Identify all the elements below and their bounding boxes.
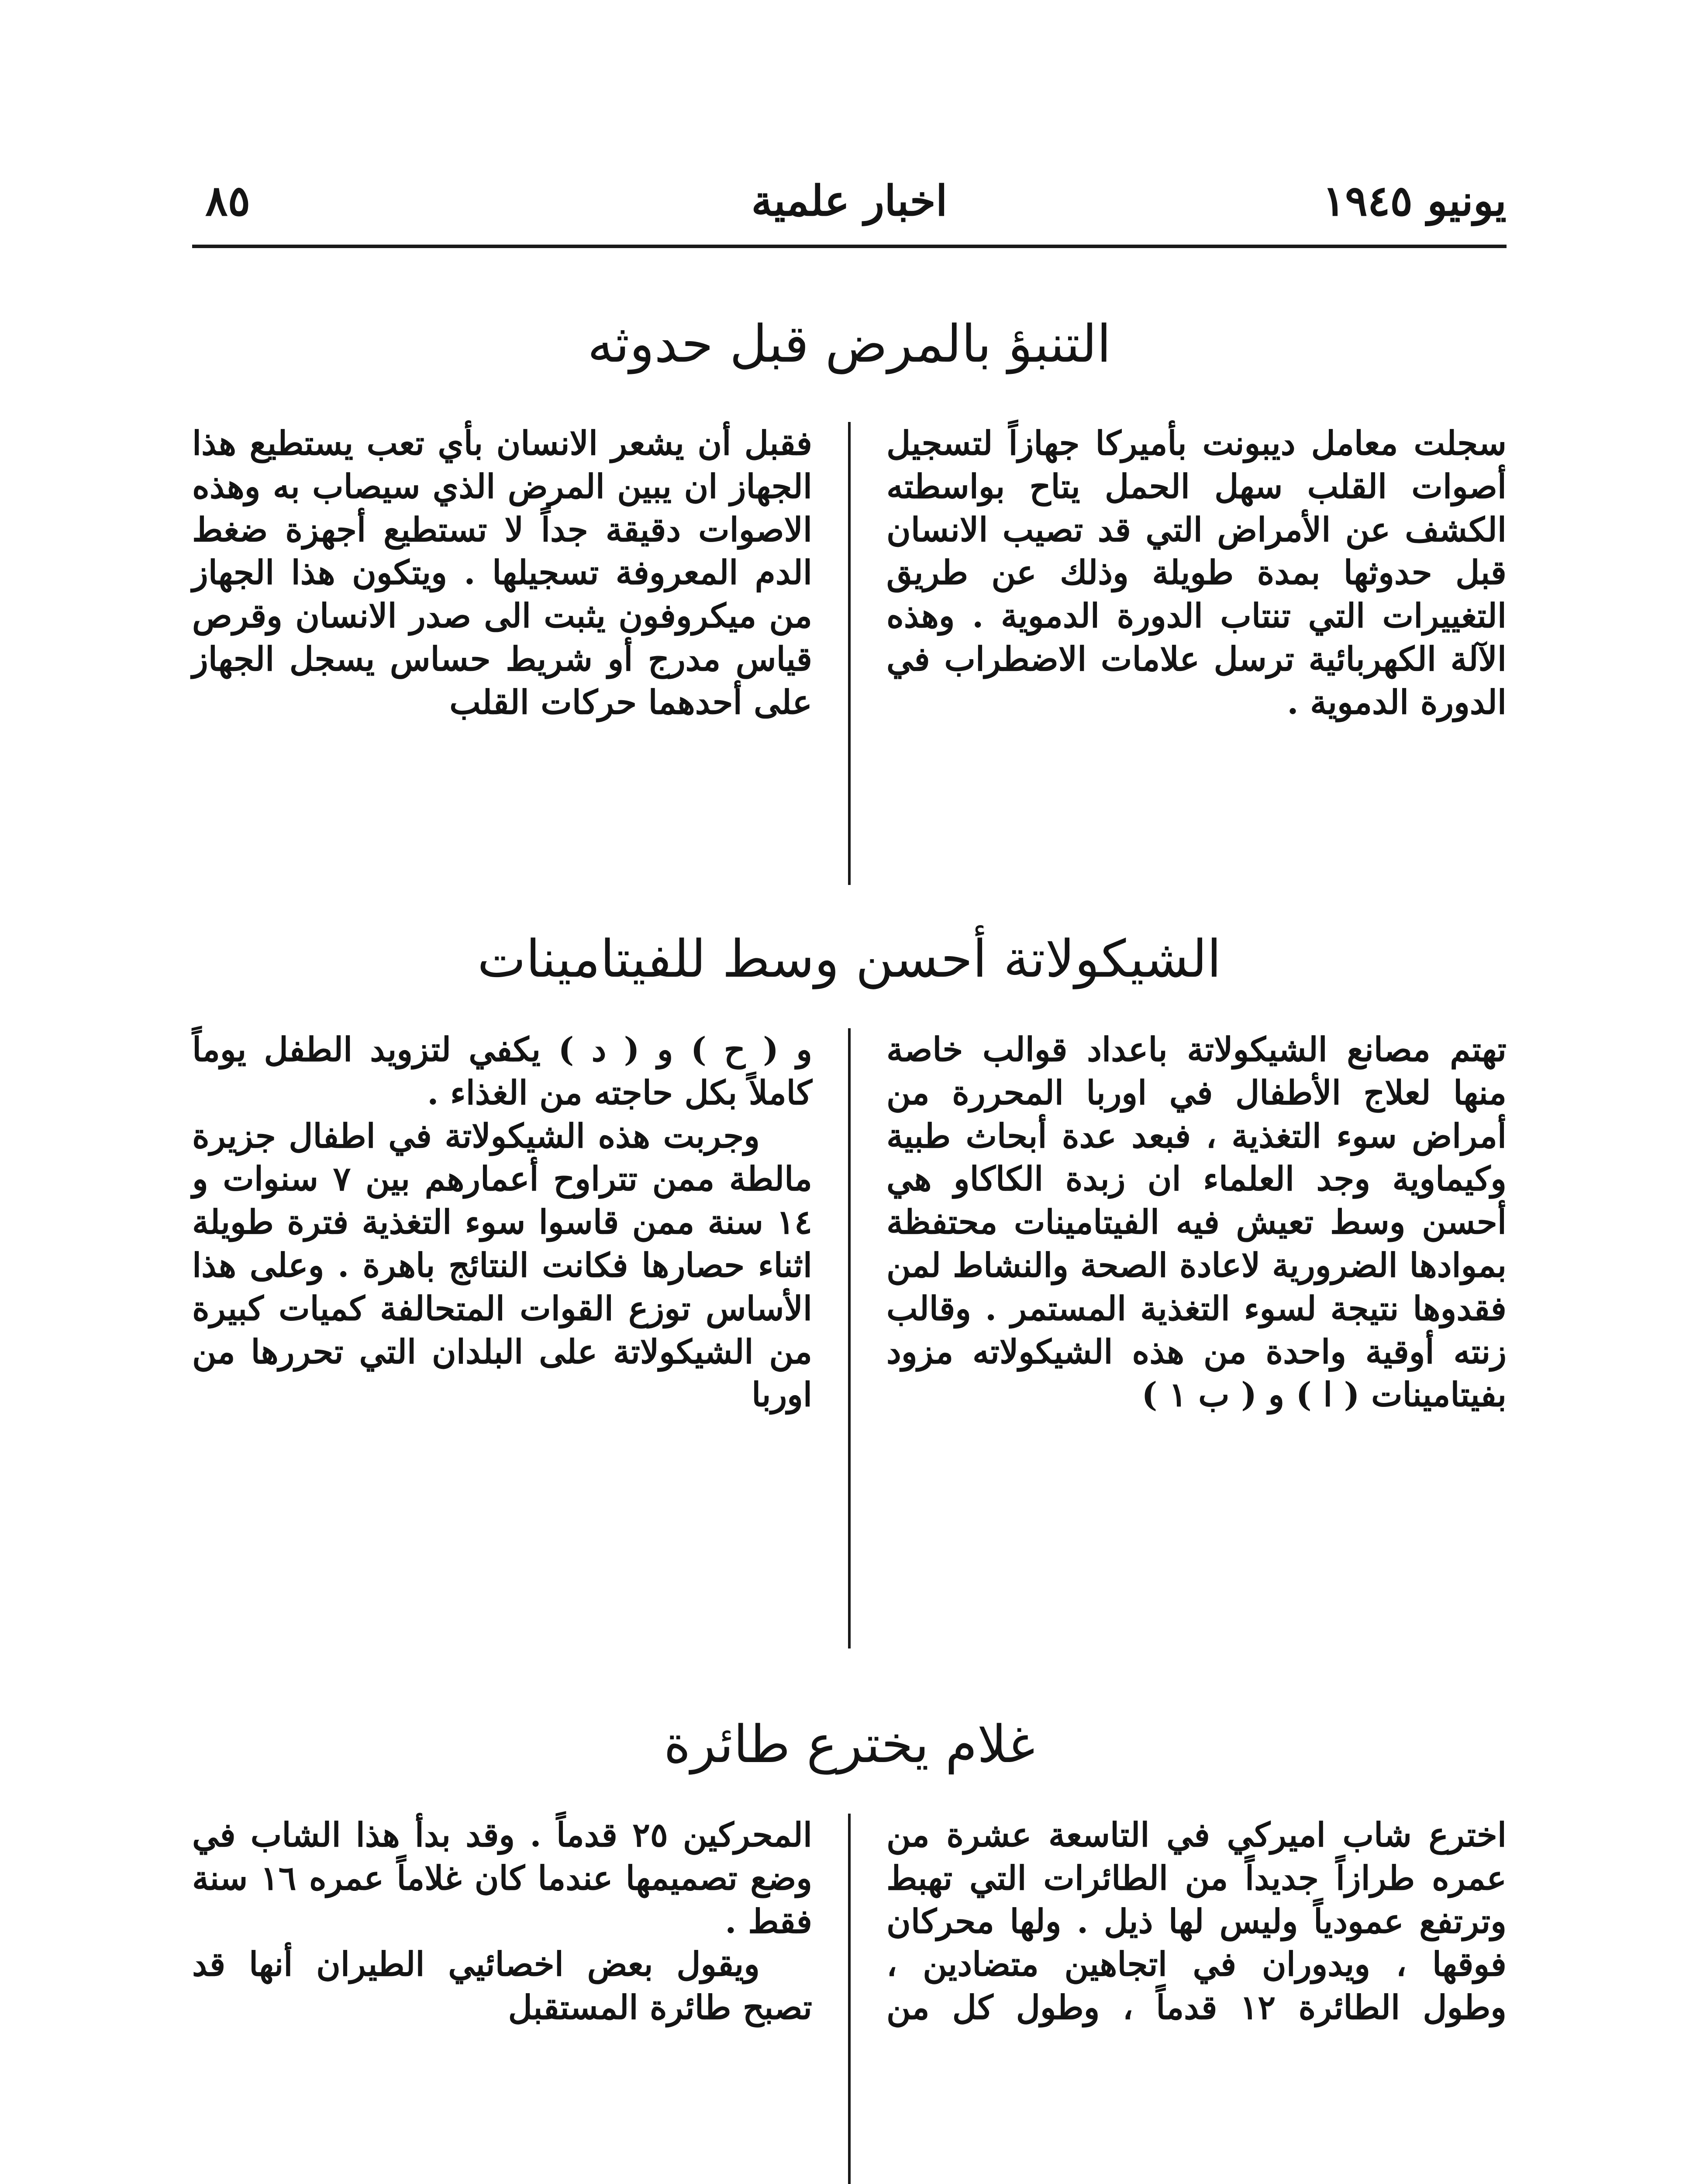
article-title: غلام يخترع طائرة xyxy=(664,1714,1035,1774)
article-left-column xyxy=(192,422,812,724)
article-boy-airplane xyxy=(192,1714,1507,2184)
page-number: ٨٥ xyxy=(205,176,251,225)
paragraph: سجلت معامل ديبونت بأميركا جهازاً لتسجيل أصوات القلب سهل الحمل يتاح بواسطته الكشف عن الأمراض التي قد تصيب الانسان قبل حدوثها بمدة طويلة وذلك عن طريق التغييرات التي تنتاب الدورة الدموية . وهذه الآلة الكهربائية ترسل علامات الاضطراب في الدورة الدموية . xyxy=(886,424,1507,722)
column-rule xyxy=(848,422,851,885)
article-right-column xyxy=(886,422,1507,724)
section-name: اخبار علمية xyxy=(751,176,948,225)
article-right-column xyxy=(886,1814,1507,2029)
article-prediction xyxy=(192,314,1507,885)
article-chocolate xyxy=(192,929,1507,1648)
paragraph: فقبل أن يشعر الانسان بأي تعب يستطيع هذا الجهاز ان يبين المرض الذي سيصاب به وهذه الاصوات دقيقة جداً لا تستطيع أجهزة ضغط الدم المعروفة تسجيلها . ويتكون هذا الجهاز من ميكروفون يثبت الى صدر الانسان وقرص قياس مدرج أو شريط حساس يسجل الجهاز على أحدهما حركات القلب xyxy=(192,424,812,722)
article-right-column xyxy=(886,1028,1507,1417)
paragraph: ويقول بعض اخصائيي الطيران أنها قد تصبح طائرة المستقبل xyxy=(192,1945,812,2027)
paragraph: وجربت هذه الشيكولاتة في اطفال جزيرة مالطة ممن تتراوح أعمارهم بين ٧ سنوات و ١٤ سنة ممن قاسوا سوء التغذية فترة طويلة اثناء حصارها فكانت النتائج باهرة . وعلى هذا الأساس توزع القوات المتحالفة كميات كبيرة من الشيكولاتة على البلدان التي تحررها من اوربا xyxy=(192,1116,813,1414)
paragraph: و ( ح ) و ( د ) يكفي لتزويد الطفل يوماً كاملاً بكل حاجته من الغذاء . xyxy=(192,1030,812,1112)
article-left-column xyxy=(192,1814,812,2029)
running-head xyxy=(192,157,1507,248)
article-title: الشيكولاتة أحسن وسط للفيتامينات xyxy=(477,929,1221,989)
column-rule xyxy=(848,1028,851,1648)
paragraph: اخترع شاب اميركي في التاسعة عشرة من عمره طرازاً جديداً من الطائرات التي تهبط وترتفع عمودياً وليس لها ذيل . ولها محركان فوقها ، ويدوران في اتجاهين متضادين ، وطول الطائرة ١٢ قدماً ، وطول كل من xyxy=(886,1815,1507,2027)
column-rule xyxy=(848,1814,851,2184)
article-title: التنبؤ بالمرض قبل حدوثه xyxy=(587,314,1111,374)
issue-date: يونيو ١٩٤٥ xyxy=(1322,176,1507,225)
paragraph: المحركين ٢٥ قدماً . وقد بدأ هذا الشاب في وضع تصميمها عندما كان غلاماً عمره ١٦ سنة فقط . xyxy=(192,1815,812,1941)
article-left-column xyxy=(192,1028,812,1417)
paragraph: تهتم مصانع الشيكولاتة باعداد قوالب خاصة منها لعلاج الأطفال في اوربا المحررة من أمراض سوء التغذية ، فبعد عدة أبحاث طبية وكيماوية وجد العلماء ان زبدة الكاكاو هي أحسن وسط تعيش فيه الفيتامينات محتفظة بموادها الضرورية لاعادة الصحة والنشاط لمن فقدوها نتيجة لسوء التغذية المستمر . وقالب زنته أوقية واحدة من هذه الشيكولاته مزود بفيتامينات ( ا ) و ( ب ١ ) xyxy=(886,1030,1507,1414)
magazine-page xyxy=(192,157,1507,2184)
